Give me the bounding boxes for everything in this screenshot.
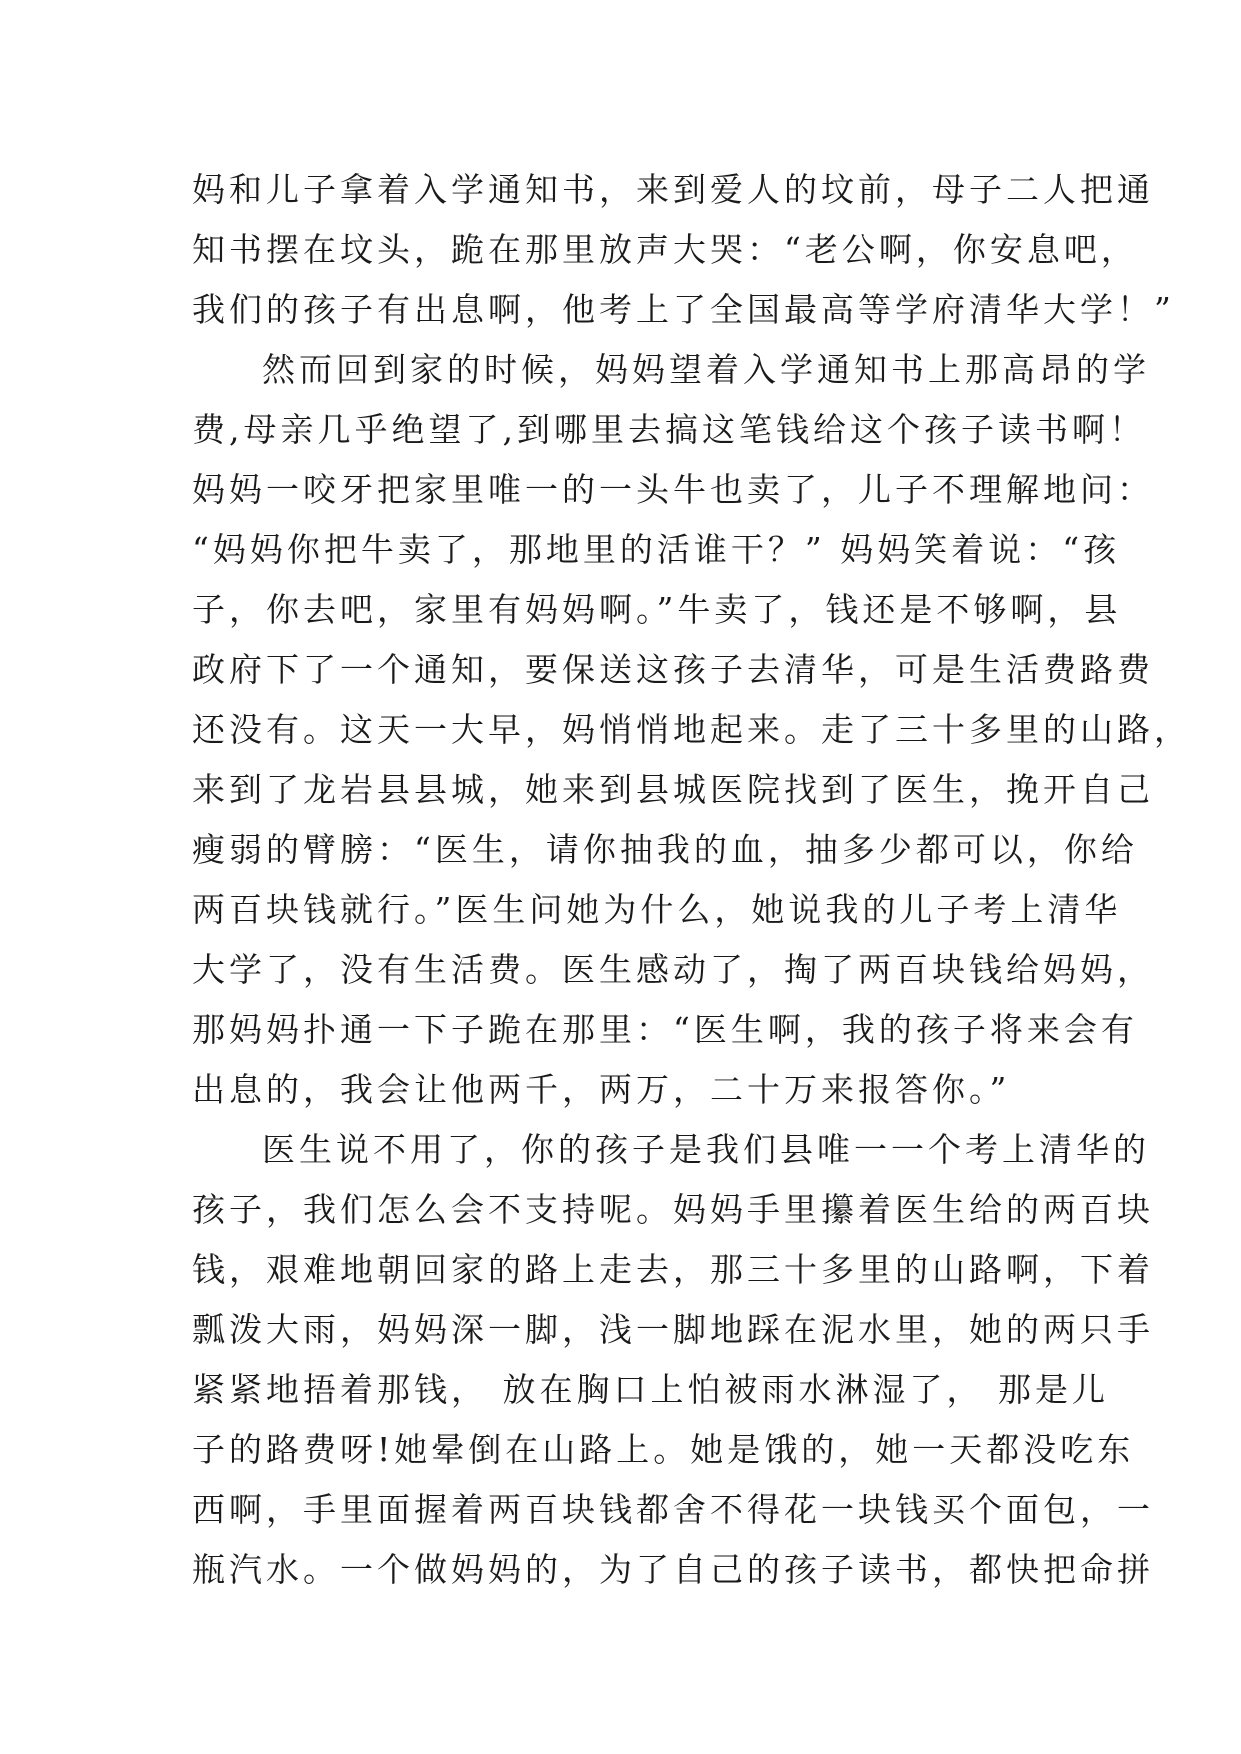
text-line: 妈和儿子拿着入学通知书，来到爱人的坟前，母子二人把通 [192,170,1154,209]
text-line: 紧紧地捂着那钱， 放在胸口上怕被雨水淋湿了， 那是儿 [192,1370,1109,1409]
text-line: 孩子，我们怎么会不支持呢。妈妈手里攥着医生给的两百块 [192,1190,1154,1229]
paragraph-first-line: 然而回到家的时候，妈妈望着入学通知书上那高昂的学 [262,350,1150,389]
text-line: 知书摆在坟头，跪在那里放声大哭：“老公啊，你安息吧， [192,230,1138,269]
text-line: 西啊，手里面握着两百块钱都舍不得花一块钱买个面包，一 [192,1490,1154,1529]
text-line: 政府下了一个通知，要保送这孩子去清华，可是生活费路费 [192,650,1154,689]
text-line: 大学了，没有生活费。医生感动了，掏了两百块钱给妈妈， [192,950,1154,989]
text-line: 我们的孩子有出息啊，他考上了全国最高等学府清华大学！” [192,290,1175,329]
text-line: 瘦弱的臂膀：“医生，请你抽我的血，抽多少都可以，你给 [192,830,1138,869]
text-line: 瓢泼大雨，妈妈深一脚，浅一脚地踩在泥水里，她的两只手 [192,1310,1154,1349]
text-line: 子的路费呀!她晕倒在山路上。她是饿的，她一天都没吃东 [192,1430,1135,1469]
text-line: 两百块钱就行。”医生问她为什么，她说我的儿子考上清华 [192,890,1122,929]
document-body [192,160,1191,1600]
text-line: “妈妈你把牛卖了，那地里的活谁干？” 妈妈笑着说：“孩 [192,530,1121,569]
text-line: 子，你去吧，家里有妈妈啊。”牛卖了，钱还是不够啊，县 [192,590,1122,629]
paragraph-first-line: 医生说不用了，你的孩子是我们县唯一一个考上清华的 [262,1130,1150,1169]
text-line: 还没有。这天一大早，妈悄悄地起来。走了三十多里的山路， [192,710,1191,749]
text-line: 瓶汽水。一个做妈妈的，为了自己的孩子读书，都快把命拼 [192,1550,1154,1589]
text-line: 来到了龙岩县县城，她来到县城医院找到了医生，挽开自己 [192,770,1154,809]
text-line: 那妈妈扑通一下子跪在那里：“医生啊，我的孩子将来会有 [192,1010,1138,1049]
text-line: 出息的，我会让他两千，两万，二十万来报答你。” [192,1070,1011,1109]
text-line: 妈妈一咬牙把家里唯一的一头牛也卖了，儿子不理解地问： [192,470,1154,509]
text-line: 钱，艰难地朝回家的路上走去，那三十多里的山路啊，下着 [192,1250,1154,1289]
text-line: 费,母亲几乎绝望了,到哪里去搞这笔钱给这个孩子读书啊！ [192,410,1146,449]
